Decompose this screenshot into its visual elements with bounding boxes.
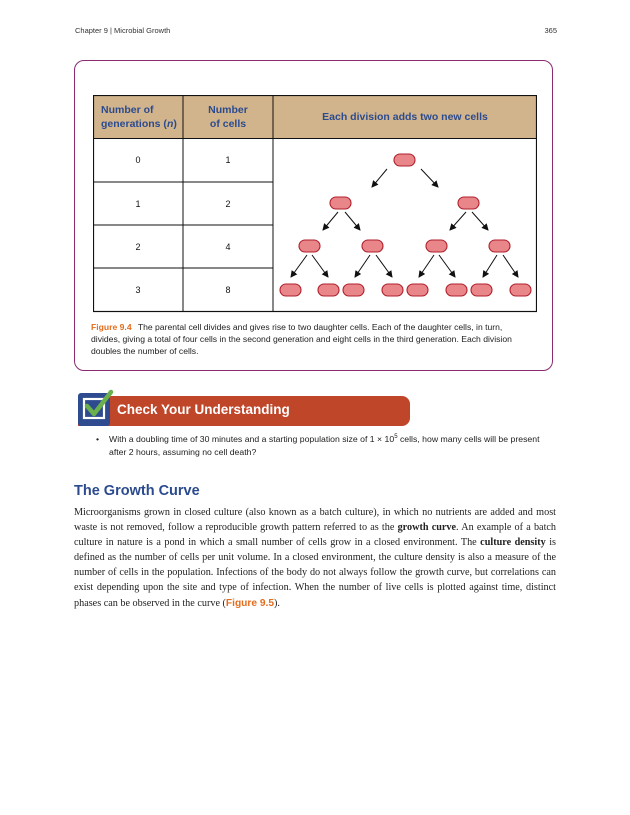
bullet-icon: • <box>96 434 100 444</box>
cell-count: 2 <box>225 199 231 209</box>
cell-generation-3 <box>280 284 301 296</box>
cell-generations: 3 <box>135 285 141 295</box>
col-header-cells-line2: of cells <box>209 118 247 130</box>
checkbox-icon <box>78 393 110 426</box>
cell-generation-1 <box>330 197 351 209</box>
caption-text: The parental cell divides and gives rise to two daughter cells. Each of the daughter cells, in turn, divides, giving a total of four cells in the second generation and eight cells in the third generation. Each division doubles the number of cells. <box>91 322 512 356</box>
cell-generation-0 <box>394 154 415 166</box>
key-term: growth curve <box>397 522 457 534</box>
figure-label: Figure 9.4 <box>91 322 132 332</box>
division-arrow <box>355 255 370 277</box>
figure-link[interactable]: Figure 9.5 <box>225 597 275 609</box>
col-header-generations-line1: Number of <box>101 104 154 116</box>
division-arrow <box>421 169 438 187</box>
question-text: With a doubling time of 30 minutes and a starting population size of $1 \times 10^5$ cells, how many cells will be present after 2 hours, assuming no cell death? <box>109 434 540 457</box>
cell-count: 4 <box>225 242 231 252</box>
key-term: culture density <box>480 537 546 549</box>
cell-generations: 0 <box>135 155 141 165</box>
division-arrows <box>291 169 518 277</box>
cell-generation-2 <box>426 240 447 252</box>
cell-count: 8 <box>225 285 231 295</box>
cell-generations: 1 <box>135 199 141 209</box>
division-arrow <box>483 255 497 277</box>
division-arrow <box>376 255 392 277</box>
division-arrow <box>472 212 488 230</box>
cell-generations: 2 <box>135 242 141 252</box>
division-arrow <box>312 255 328 277</box>
body-paragraph: Microorganisms grown in closed culture (also known as a batch culture), in which no nutrients are added and most waste is not removed, follow a reproducible growth pattern referred to as the growth curve. An example of a batch culture in nature is a pond in which a small number of cells grow in a closed environment. The culture density is defined as the number of cells per unit volume. In a closed environment, the culture density is also a measure of the number of cells in the population. Infections of the body do not always follow the growth curve, but correlations can exist depending upon the site and type of infection. When the number of live cells is plotted against time, distinct phases can be observed in the curve (Figure 9.5). <box>74 507 557 609</box>
cell-generation-3 <box>318 284 339 296</box>
figure-caption <box>91 321 531 357</box>
division-arrow <box>345 212 360 230</box>
cell-generation-3 <box>510 284 531 296</box>
division-arrow <box>291 255 307 277</box>
cell-generation-3 <box>471 284 492 296</box>
col-header-generations-line2: generations (n) <box>101 118 177 130</box>
division-arrow <box>372 169 387 187</box>
cell-generation-3 <box>382 284 403 296</box>
running-header-chapter: Chapter 9 | Microbial Growth <box>75 26 171 35</box>
cell-generation-3 <box>343 284 364 296</box>
division-arrow <box>323 212 338 230</box>
bacterial-cells <box>280 154 531 296</box>
cell-generation-1 <box>458 197 479 209</box>
division-arrow <box>439 255 455 277</box>
col-header-cells-line1: Number <box>208 104 248 116</box>
cell-division-table <box>93 95 537 313</box>
cell-generation-2 <box>362 240 383 252</box>
cell-generation-3 <box>407 284 428 296</box>
page-number: 365 <box>544 26 557 35</box>
division-arrow <box>503 255 518 277</box>
checkmark-icon <box>78 388 118 426</box>
section-heading: The Growth Curve <box>74 483 200 499</box>
cell-generation-2 <box>489 240 510 252</box>
check-understanding-title: Check Your Understanding <box>117 402 290 417</box>
cell-generation-3 <box>446 284 467 296</box>
cell-count: 1 <box>225 155 231 165</box>
division-arrow <box>450 212 466 230</box>
division-arrow <box>419 255 434 277</box>
col-header-division: Each division adds two new cells <box>322 111 488 123</box>
cell-generation-2 <box>299 240 320 252</box>
